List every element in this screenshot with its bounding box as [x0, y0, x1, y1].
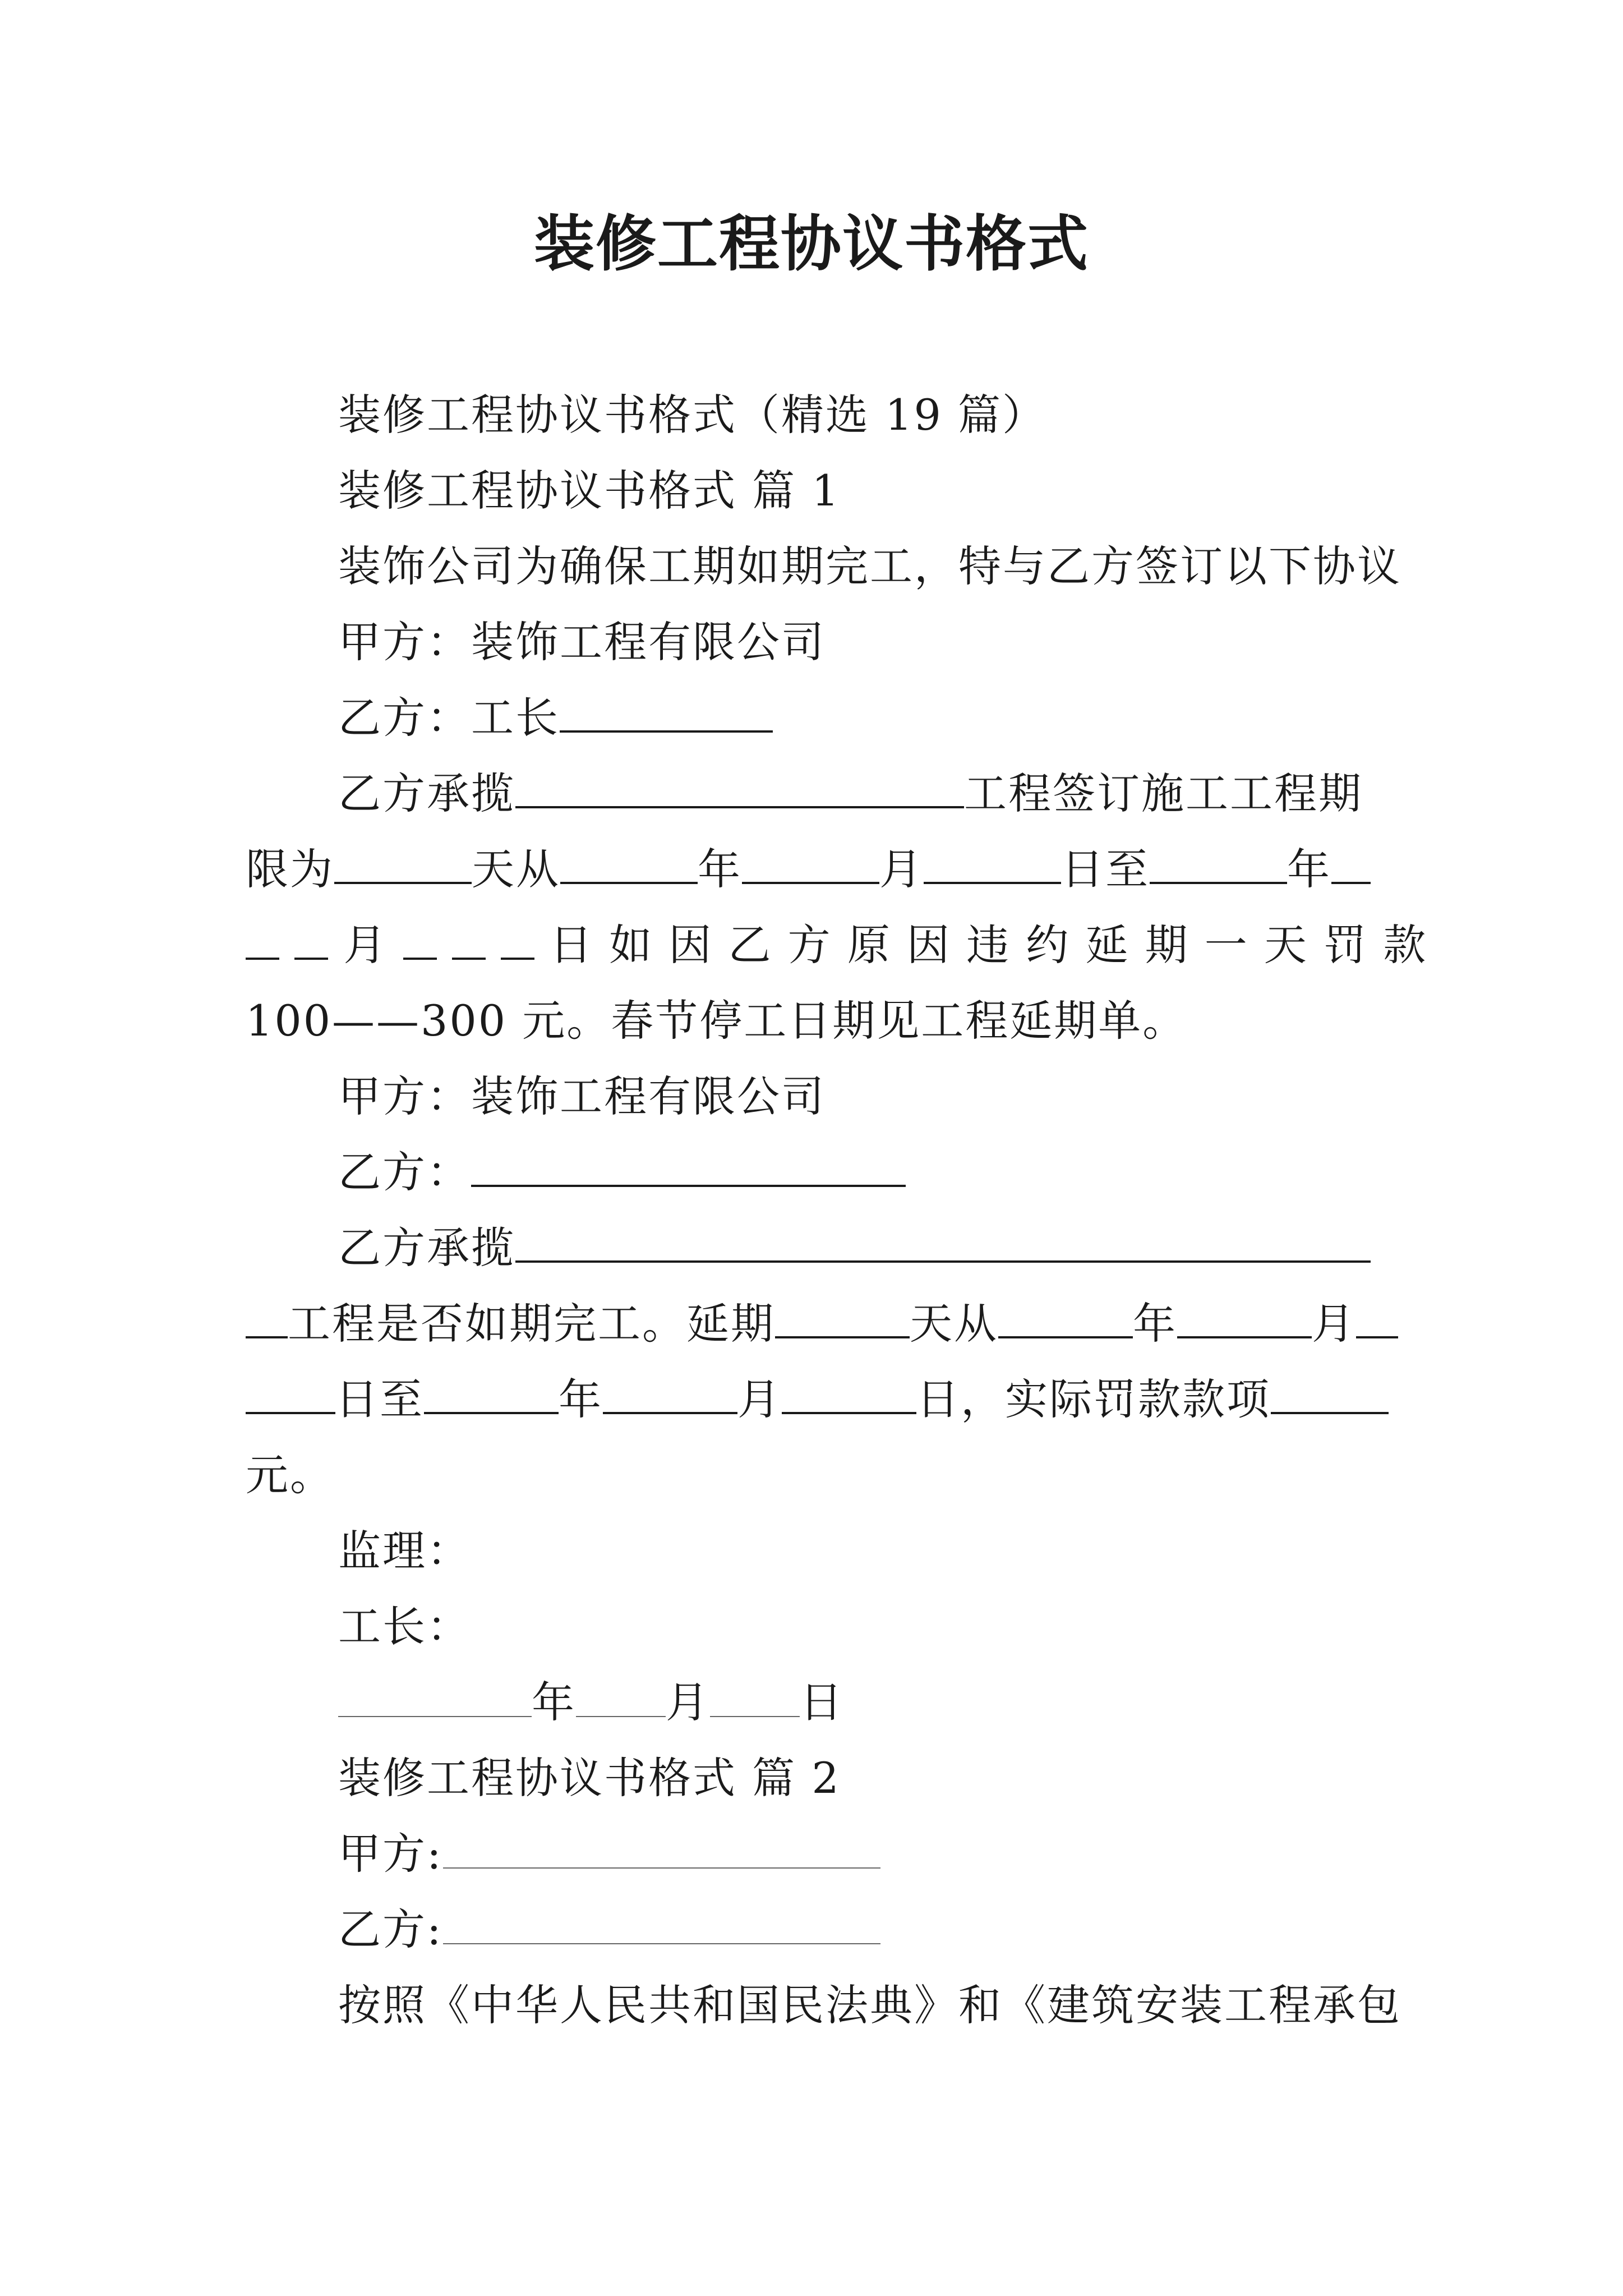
text-segment: 天从 — [910, 1299, 998, 1349]
party-b-foreman-line — [338, 690, 773, 746]
party-a-line-2: 甲方：装饰工程有限公司 — [338, 1071, 826, 1121]
section-heading-2: 装修工程协议书格式 篇 2 — [338, 1753, 841, 1803]
text-segment: 日至 — [335, 1374, 424, 1424]
contract-line-3 — [246, 917, 1427, 973]
blank-field — [246, 921, 279, 960]
blank-field — [742, 845, 879, 884]
text-segment: 天从 — [472, 844, 560, 894]
text-segment: 日，实际罚款款项 — [916, 1374, 1271, 1424]
supervisor-line: 监理： — [338, 1526, 471, 1576]
party-b-line-2 — [338, 1144, 906, 1200]
text-segment: 日 如 因 乙 方 原 因 违 约 延 期 一 天 罚 款 — [550, 920, 1428, 970]
text-segment: 月 — [343, 920, 388, 970]
delay-line-4: 元。 — [246, 1450, 334, 1500]
blank-field — [782, 1375, 916, 1414]
party-b-label: 乙方：工长 — [338, 693, 560, 743]
contract-line-4: 100——300 元。春节停工日期见工程延期单。 — [246, 996, 1187, 1046]
blank-field — [998, 1299, 1133, 1338]
blank-field — [1150, 845, 1287, 884]
intro-paragraph: 装饰公司为确保工期如期完工，特与乙方签订以下协议 — [338, 541, 1401, 591]
blank-field — [775, 1299, 910, 1338]
party-a-line-3 — [338, 1826, 880, 1882]
blank-field — [710, 1679, 800, 1717]
text-segment: 日至 — [1061, 844, 1150, 894]
text-segment: 年 — [559, 1374, 603, 1424]
party-b-label: 乙方: — [338, 1904, 443, 1954]
blank-field — [443, 1830, 880, 1869]
blank-field — [471, 1148, 906, 1187]
text-segment: 乙方承揽 — [338, 1223, 515, 1273]
text-segment: 年 — [532, 1677, 576, 1727]
text-segment: 日 — [800, 1677, 844, 1727]
party-a-line: 甲方：装饰工程有限公司 — [338, 617, 826, 667]
text-segment: 月 — [1312, 1299, 1356, 1349]
blank-field — [515, 769, 964, 808]
text-segment: 年 — [1133, 1299, 1177, 1349]
delay-line-3 — [246, 1372, 1389, 1428]
contract-line-1 — [338, 766, 1363, 822]
blank-field — [560, 845, 698, 884]
date-line — [338, 1674, 844, 1731]
text-segment: 年 — [1287, 844, 1331, 894]
document-title: 装修工程协议书格式 — [533, 209, 1089, 279]
section-heading-1: 装修工程协议书格式 篇 1 — [338, 466, 841, 516]
blank-field — [924, 845, 1061, 884]
subtitle-selection: 装修工程协议书格式（精选 19 篇） — [338, 390, 1047, 440]
party-b-label: 乙方： — [338, 1147, 471, 1197]
blank-field — [1331, 845, 1371, 884]
blank-field — [403, 921, 437, 960]
blank-field — [246, 1299, 288, 1338]
blank-field — [294, 921, 328, 960]
text-segment: 月 — [666, 1677, 710, 1727]
blank-field — [515, 1223, 1371, 1263]
blank-field — [603, 1375, 737, 1414]
delay-line-1 — [338, 1220, 1371, 1276]
delay-line-2 — [246, 1296, 1398, 1352]
blank-field — [501, 921, 534, 960]
blank-field — [338, 1679, 532, 1717]
text-segment: 工程是否如期完工。延期 — [288, 1299, 775, 1349]
text-segment: 乙方承揽 — [338, 769, 515, 818]
blank-field — [424, 1375, 559, 1414]
text-segment: 工程签订施工工程期 — [964, 769, 1363, 818]
blank-field — [1271, 1375, 1389, 1414]
blank-field — [1356, 1299, 1398, 1338]
text-segment: 月 — [879, 844, 924, 894]
blank-field — [576, 1679, 666, 1717]
foreman-line: 工长： — [338, 1602, 471, 1651]
text-segment: 限为 — [246, 844, 334, 894]
contract-line-2 — [246, 841, 1371, 898]
blank-field — [1177, 1299, 1312, 1338]
blank-field — [443, 1906, 880, 1944]
blank-field — [334, 845, 472, 884]
blank-field — [452, 921, 486, 960]
text-segment: 月 — [737, 1374, 782, 1424]
blank-field — [560, 693, 773, 733]
party-a-label: 甲方: — [338, 1829, 443, 1879]
text-segment: 年 — [698, 844, 742, 894]
blank-field — [246, 1375, 335, 1414]
party-b-line-3 — [338, 1902, 880, 1958]
legal-basis-paragraph: 按照《中华人民共和国民法典》和《建筑安装工程承包 — [338, 1980, 1401, 2030]
